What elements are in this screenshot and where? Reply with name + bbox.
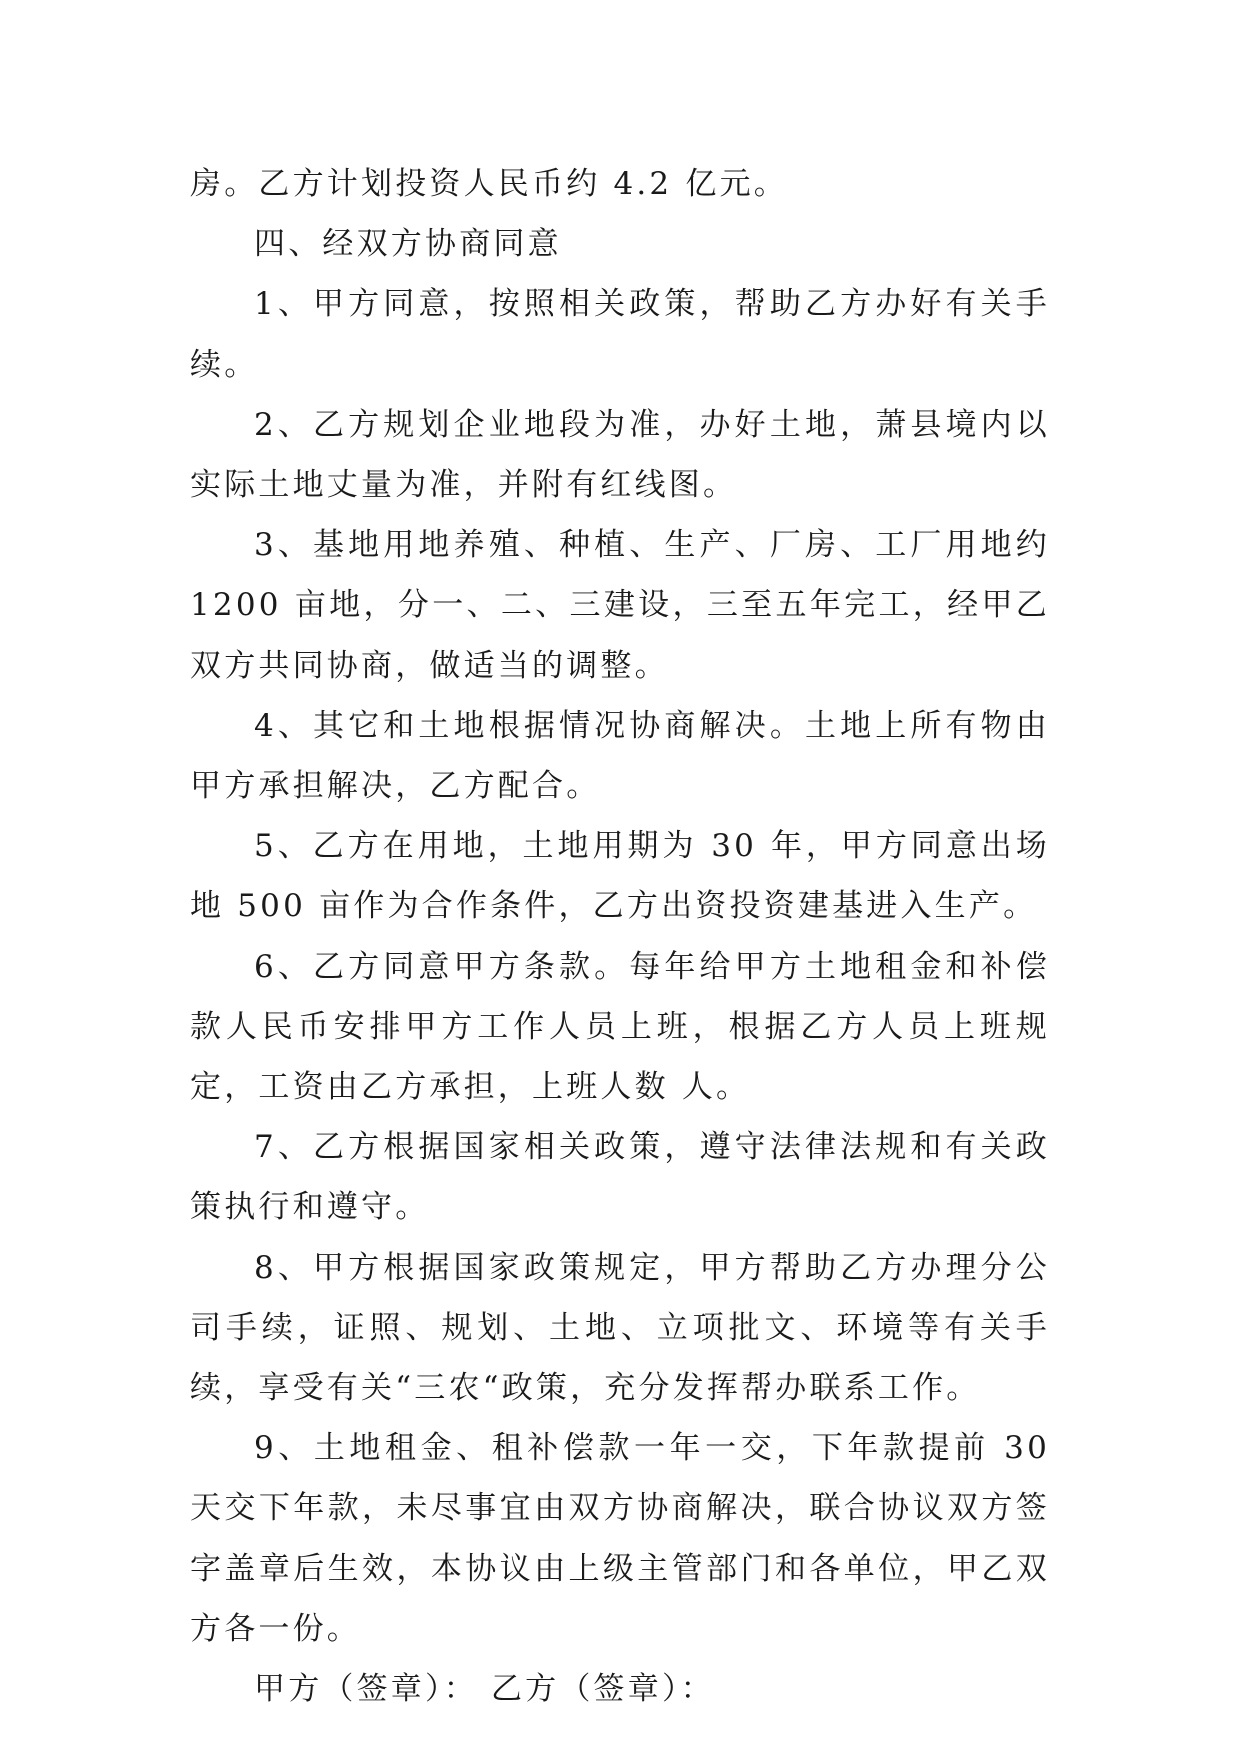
clause-3: 3、基地用地养殖、种植、生产、厂房、工厂用地约 1200 亩地，分一、二、三建设，三至五年完工，经甲乙双方共同协商，做适当的调整。 [190, 527, 1050, 684]
clause-1: 1、甲方同意，按照相关政策，帮助乙方办好有关手续。 [190, 286, 1050, 383]
clause-5: 5、乙方在用地，土地用期为 30 年，甲方同意出场地 500 亩作为合作条件，乙方出资投资建基进入生产。 [190, 828, 1050, 925]
clause-6: 6、乙方同意甲方条款。每年给甲方土地租金和补偿款人民币安排甲方工作人员上班，根据乙方人员上班规定，工资由乙方承担，上班人数 人。 [190, 948, 1050, 1106]
document-body [190, 154, 1050, 1719]
clause-4: 4、其它和土地根据情况协商解决。土地上所有物由甲方承担解决，乙方配合。 [190, 707, 1050, 805]
clause-2: 2、乙方规划企业地段为准，办好土地，萧县境内以实际土地丈量为准，并附有红线图。 [190, 406, 1050, 504]
clause-8: 8、甲方根据国家政策规定，甲方帮助乙方办理分公司手续，证照、规划、土地、立项批文、环境等有关手续，享受有关“三农“政策，充分发挥帮办联系工作。 [190, 1249, 1050, 1407]
clause-9: 9、土地租金、租补偿款一年一交，下年款提前 30 天交下年款，未尽事宜由双方协商解决，联合协议双方签字盖章后生效，本协议由上级主管部门和各单位，甲乙双方各一份。 [190, 1430, 1050, 1647]
signature-line: 甲方（签章）： 乙方（签章）： [254, 1671, 715, 1708]
paragraph-investment-continuation: 房。乙方计划投资人民币约 4.2 亿元。 [190, 166, 789, 202]
clause-7: 7、乙方根据国家相关政策，遵守法律法规和有关政策执行和遵守。 [190, 1129, 1050, 1226]
section-heading-four: 四、经双方协商同意 [254, 226, 562, 263]
